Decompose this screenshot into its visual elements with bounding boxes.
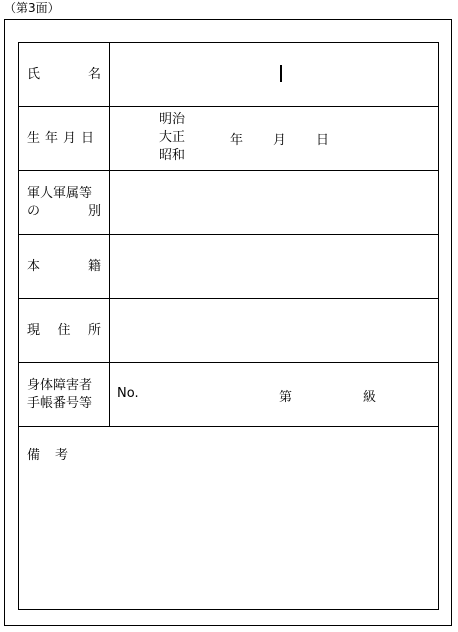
name-input-cell[interactable]: [110, 43, 438, 106]
domicile-label-cell: [19, 235, 110, 298]
certificate-form-table: [18, 42, 439, 610]
era-meiji: 明治: [159, 112, 186, 127]
disability-input-cell[interactable]: [110, 363, 438, 426]
name-label-cell: [19, 43, 110, 106]
name-row: [19, 43, 438, 107]
domicile-row: [19, 235, 438, 299]
military-label: 軍人軍属等 の 別: [27, 185, 101, 219]
day-unit: 日: [316, 133, 330, 148]
year-unit: 年: [230, 133, 244, 148]
domicile-input-cell[interactable]: [110, 235, 438, 298]
address-label: 現 住 所: [27, 322, 101, 338]
era-showa: 昭和: [159, 148, 186, 163]
disability-row: [19, 363, 438, 427]
disability-label: 身体障害者 手帳番号等: [27, 377, 93, 411]
domicile-label: 本 籍: [27, 258, 101, 274]
military-row: [19, 171, 438, 235]
birth-date-input-cell[interactable]: [110, 107, 438, 170]
page-label: （第3面）: [4, 1, 60, 15]
name-label: 氏 名: [27, 66, 101, 82]
remarks-row[interactable]: [19, 427, 438, 609]
notebook-number-prefix: No.: [117, 386, 139, 401]
birth-date-row: [19, 107, 438, 171]
address-input-cell[interactable]: [110, 299, 438, 362]
birth-date-label: 生年月日: [27, 130, 100, 146]
birth-date-label-cell: [19, 107, 110, 170]
month-unit: 月: [273, 133, 287, 148]
military-label-cell: [19, 171, 110, 234]
address-label-cell: [19, 299, 110, 362]
era-list: [159, 111, 185, 165]
address-row: [19, 299, 438, 363]
remarks-label: 備 考: [27, 448, 68, 463]
grade-prefix: 第: [279, 390, 293, 405]
disability-label-cell: [19, 363, 110, 426]
text-cursor: [280, 65, 282, 82]
grade-suffix: 級: [363, 390, 377, 405]
military-input-cell[interactable]: [110, 171, 438, 234]
era-taisho: 大正: [159, 130, 186, 145]
